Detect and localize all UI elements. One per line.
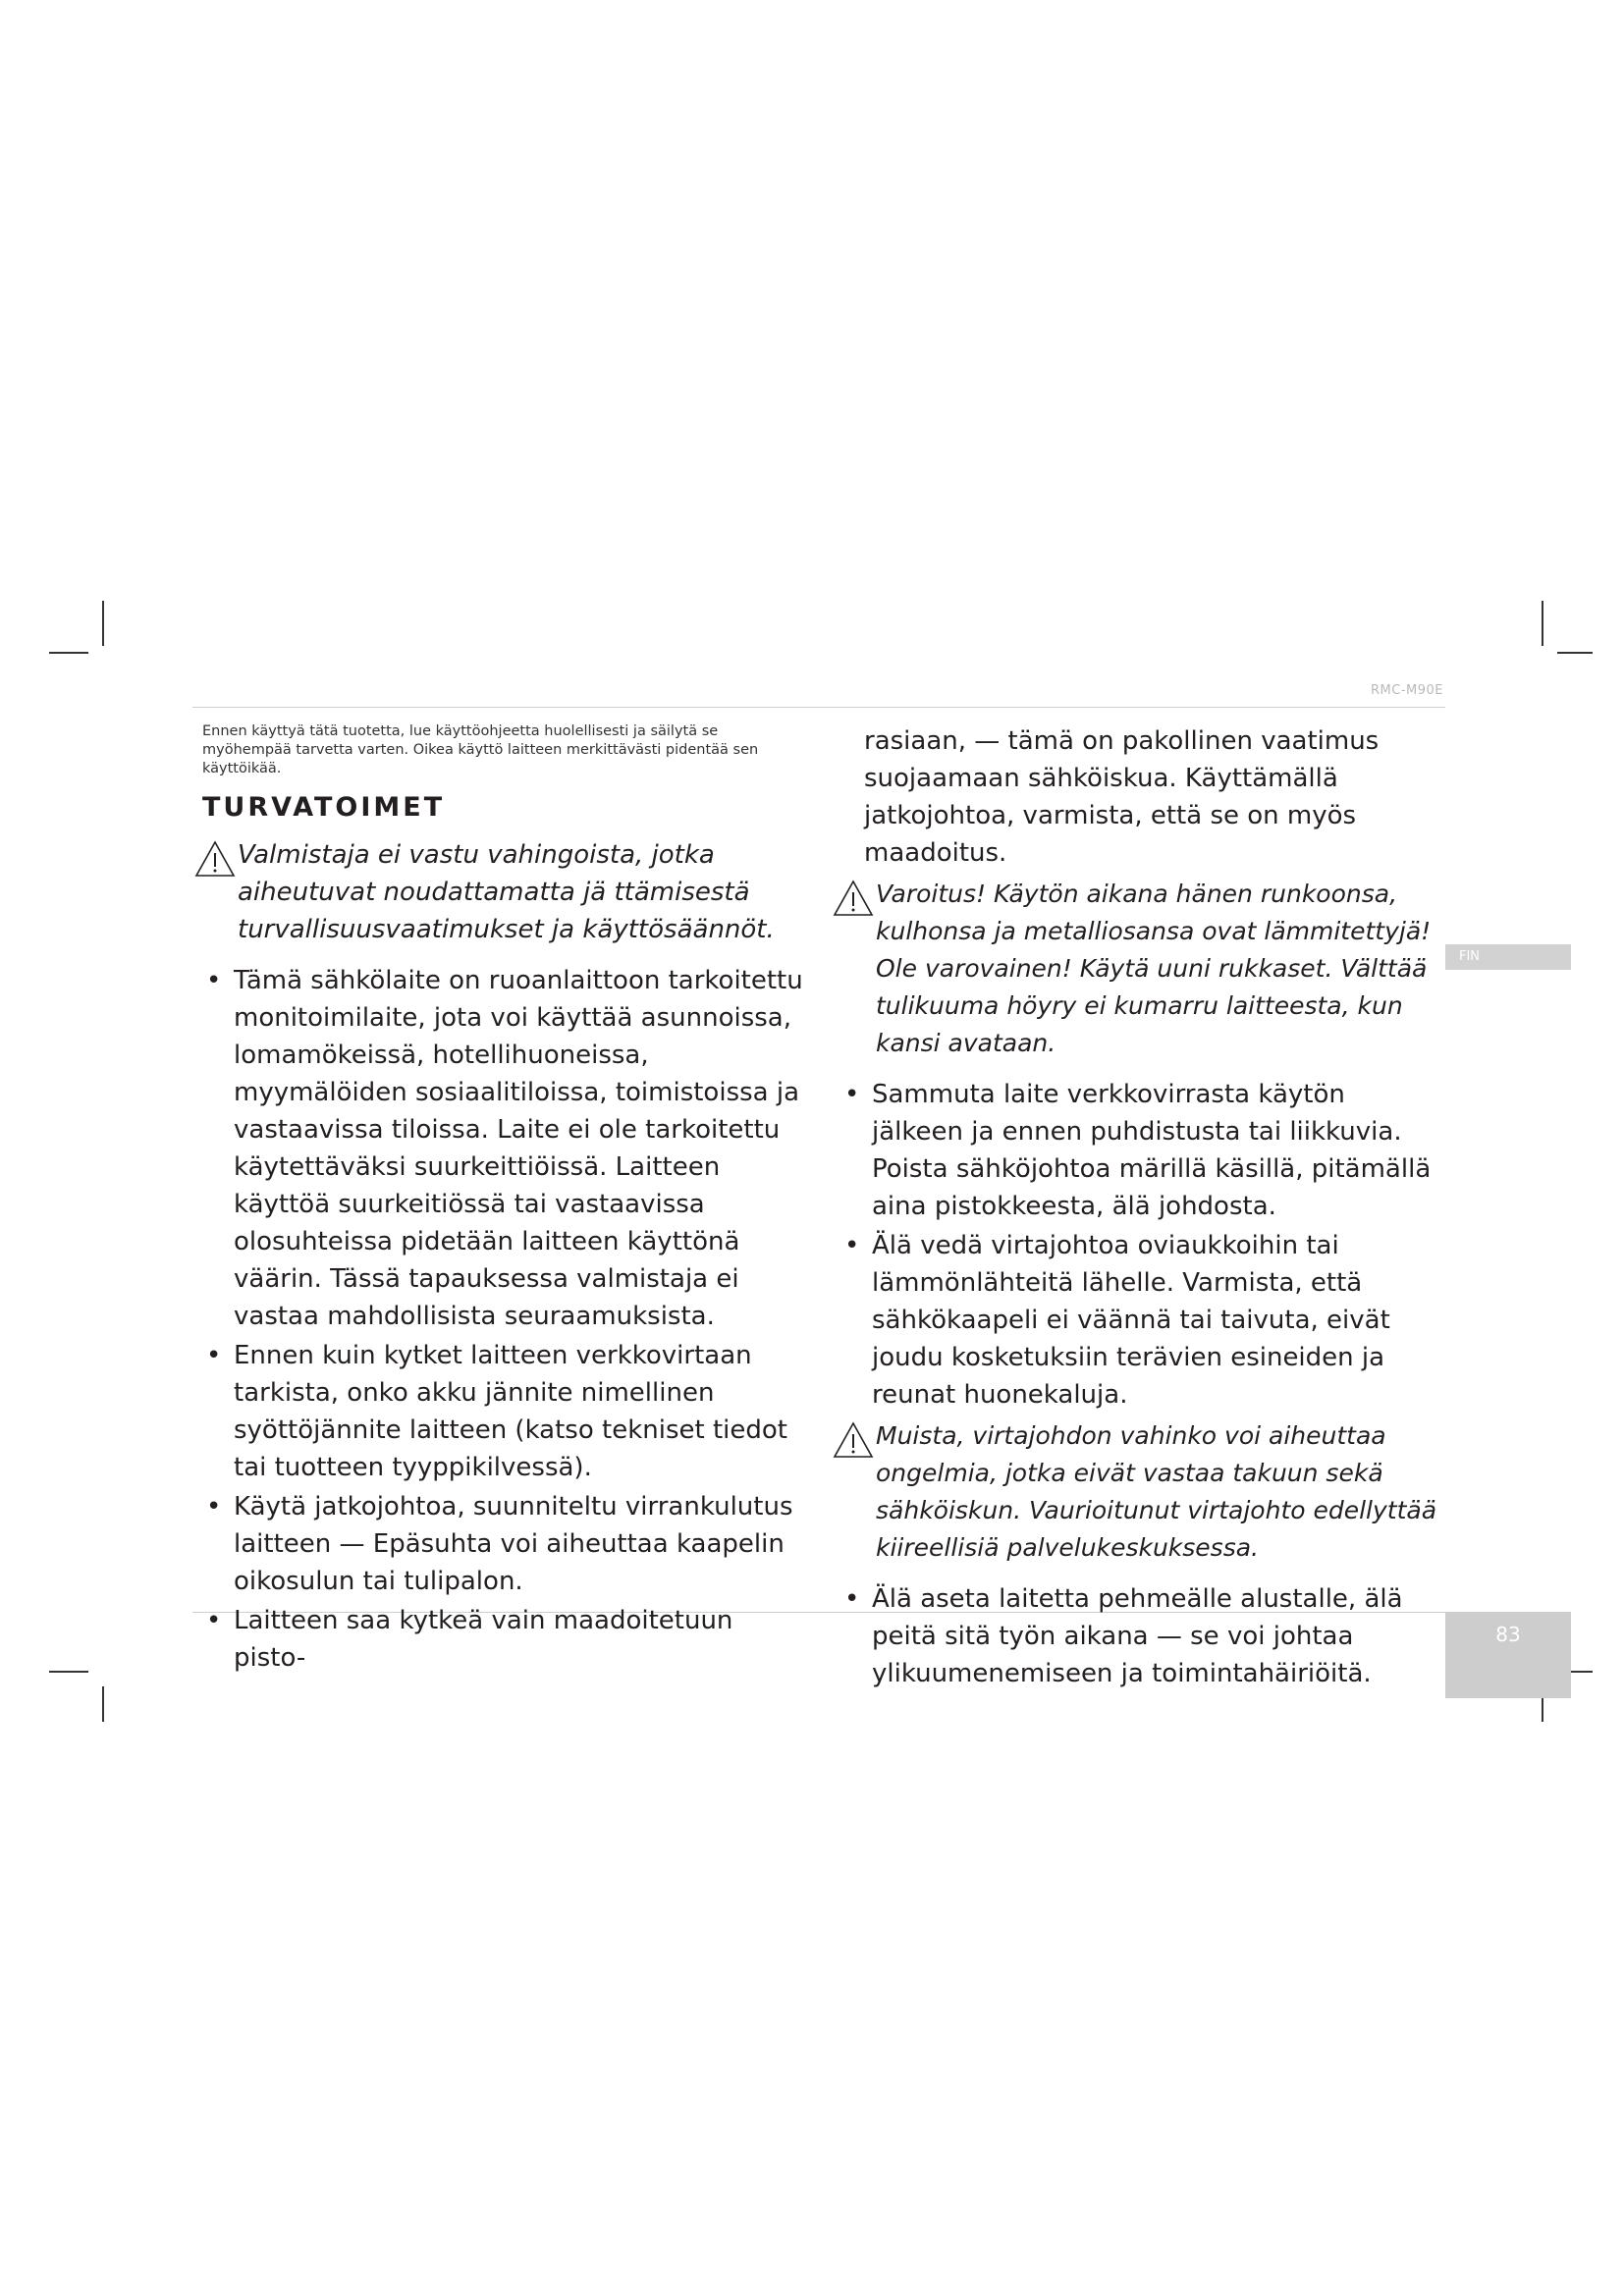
model-name: RMC-M90E — [1371, 683, 1443, 698]
continuation-text: rasiaan, — tämä on pakollinen vaatimus suojaamaan sähköiskua. Käyttämällä jatkojohtoa, varmista, että se on myös maadoitus. — [864, 726, 1380, 868]
warning-note — [202, 836, 811, 948]
safety-list — [840, 1076, 1443, 1414]
safety-list — [840, 1580, 1443, 1692]
warning-triangle-icon — [833, 1421, 874, 1459]
list-item: • Laitteen saa kytkeä vain maadoitetuun pisto- — [202, 1602, 811, 1677]
right-column — [840, 722, 1443, 1694]
list-item: • Älä aseta laitetta pehmeälle alustalle, älä peitä sitä työn aikana — se voi johtaa ylikuumenemiseen ja toimintahäiriöitä. — [840, 1580, 1443, 1692]
warning-triangle-icon — [833, 880, 874, 917]
page-number: 83 — [1445, 1612, 1571, 1698]
warning-text: Varoitus! Käytön aikana hänen runkoonsa, kulhonsa ja metalliosansa ovat lämmitettyjä! Ole varovainen! Käytä uuni rukkaset. Välttää tulikuuma höyry ei kumarru laitteesta, kun kansi avataan. — [876, 880, 1432, 1057]
crop-mark-bottom-left-h — [49, 1671, 88, 1673]
list-item: • Ennen kuin kytket laitteen verkkovirtaan tarkista, onko akku jännite nimellinen syöttöjännite laitteen (katso tekniset tiedot tai tuotteen tyyppikilvessä). — [202, 1337, 811, 1486]
section-title: TURVATOIMET — [202, 792, 446, 823]
crop-mark-top-right-h — [1557, 652, 1593, 654]
warning-triangle-icon — [194, 840, 236, 878]
language-tab: FIN — [1445, 944, 1571, 970]
crop-mark-bottom-left-v — [102, 1686, 104, 1722]
warning-text: Valmistaja ei vastu vahingoista, jotka aiheutuvat noudattamatta jä ttämisestä turvallisuusvaatimukset ja käyttösäännöt. — [238, 840, 775, 944]
warning-text: Muista, virtajohdon vahinko voi aiheuttaa ongelmia, jotka eivät vastaa takuun sekä sähköiskun. Vaurioitunut virtajohto edellyttää kiireellisiä palvelukeskuksessa. — [876, 1421, 1437, 1562]
header-rule — [192, 707, 1445, 708]
safety-list — [202, 962, 811, 1677]
warning-note — [840, 1417, 1443, 1567]
warning-note — [840, 876, 1443, 1062]
list-item: • Sammuta laite verkkovirrasta käytön jälkeen ja ennen puhdistusta tai liikkuvia. Poista sähköjohtoa märillä käsillä, pitämällä aina pistokkeesta, älä johdosta. — [840, 1076, 1443, 1225]
left-column — [202, 722, 811, 1679]
list-item: • Älä vedä virtajohtoa oviaukkoihin tai lämmönlähteitä lähelle. Varmista, että sähkökaapeli ei väännä tai taivuta, eivät joudu kosketuksiin terävien esineiden ja reunat huonekaluja. — [840, 1227, 1443, 1414]
crop-mark-top-left-v — [102, 601, 104, 646]
crop-mark-top-right-v — [1542, 601, 1543, 646]
list-item: • Tämä sähkölaite on ruoanlaittoon tarkoitettu monitoimilaite, jota voi käyttää asunnoissa, lomamökeissä, hotellihuoneissa, myymälöiden sosiaalitiloissa, toimistoissa ja vastaavissa tiloissa. Laite ei ole tarkoitettu käytettäväksi suurkeittiöissä. Laitteen käyttöä suurkeitiössä tai vastaavissa olosuhteissa pidetään laitteen käyttönä väärin. Tässä tapauksessa valmistaja ei vastaa mahdollisista seuraamuksista. — [202, 962, 811, 1335]
crop-mark-top-left-h — [49, 652, 88, 654]
intro-text: Ennen käyttyä tätä tuotetta, lue käyttöohjeetta huolellisesti ja säilytä se myöhempää tarvetta varten. Oikea käyttö laitteen merkittävästi pidentää sen käyttöikää. — [202, 723, 759, 776]
list-item: • Käytä jatkojohtoa, suunniteltu virrankulutus laitteen — Epäsuhta voi aiheuttaa kaapelin oikosulun tai tulipalon. — [202, 1488, 811, 1600]
